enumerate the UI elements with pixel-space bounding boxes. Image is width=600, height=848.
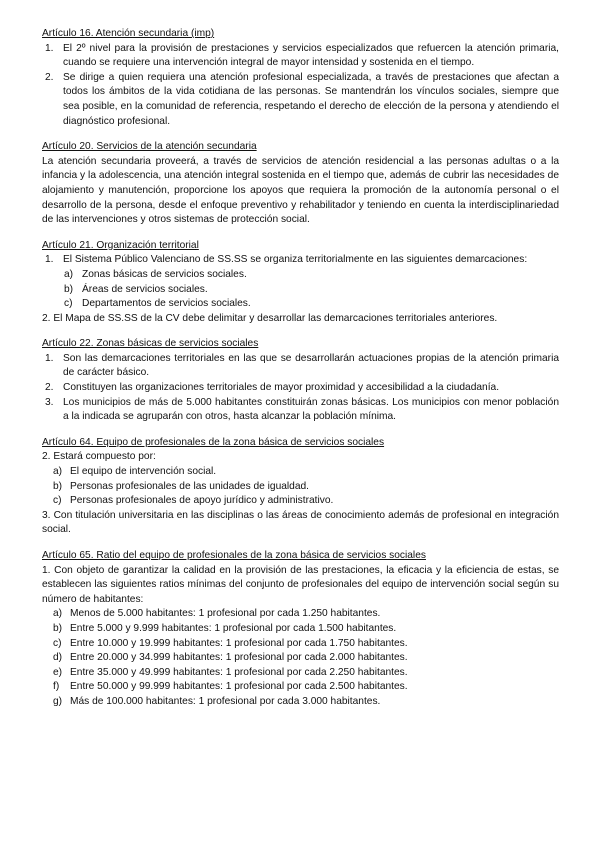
list-marker: 1. bbox=[45, 254, 54, 266]
list-item bbox=[42, 352, 559, 381]
article-20 bbox=[42, 140, 559, 228]
sublist-item bbox=[42, 666, 559, 681]
sublist-marker: g) bbox=[53, 695, 63, 707]
list-item bbox=[42, 253, 559, 268]
article-65-sublist bbox=[42, 607, 559, 709]
sublist-item-text: Zonas básicas de servicios sociales. bbox=[82, 268, 247, 280]
article-21-sublist bbox=[42, 268, 559, 312]
list-marker: 1. bbox=[45, 42, 54, 54]
sublist-item bbox=[42, 695, 559, 710]
list-item bbox=[42, 42, 559, 71]
sublist-item bbox=[42, 651, 559, 666]
article-21-item-2: 2. El Mapa de SS.SS de la CV debe delimitar y desarrollar las demarcaciones territoriales anteriores. bbox=[42, 312, 498, 324]
list-item-text: Constituyen las organizaciones territoriales de mayor proximidad y accesibilidad a la ciudadanía. bbox=[63, 382, 500, 394]
sublist-item bbox=[42, 283, 559, 298]
list-marker: 2. bbox=[45, 71, 54, 83]
article-64 bbox=[42, 436, 559, 538]
article-65 bbox=[42, 549, 559, 710]
sublist-item bbox=[42, 297, 559, 312]
sublist-item-text: Departamentos de servicios sociales. bbox=[82, 298, 251, 310]
sublist-marker: b) bbox=[53, 622, 63, 634]
sublist-item-text: Entre 10.000 y 19.999 habitantes: 1 profesional por cada 1.750 habitantes. bbox=[70, 637, 408, 649]
list-item-text: Se dirige a quien requiera una atención profesional especializada, a través de prestaciones que afectan a todos los ámbitos de la vida cotidiana de las personas. Se mantendrán los vínculos sociales, siempre que sea posible, en la comunidad de referencia, respetando el derecho de elección de la persona y atendiendo el diagnóstico profesional. bbox=[63, 71, 559, 127]
article-20-heading: Artículo 20. Servicios de la atención secundaria bbox=[42, 141, 257, 153]
sublist-item bbox=[42, 494, 559, 509]
article-21-list bbox=[42, 253, 559, 268]
sublist-item-text: Áreas de servicios sociales. bbox=[82, 283, 208, 295]
article-16-heading: Artículo 16. Atención secundaria (imp) bbox=[42, 28, 215, 39]
sublist-marker: a) bbox=[53, 466, 63, 478]
sublist-item bbox=[42, 480, 559, 495]
sublist-marker: a) bbox=[53, 608, 63, 620]
list-item-text: El 2º nivel para la provisión de prestaciones y servicios especializados que refuercen la atención primaria, cuando se requiere una intervención integral de mayor intensidad y sostenida en el tiempo. bbox=[63, 42, 559, 69]
article-16 bbox=[42, 27, 559, 129]
list-item bbox=[42, 381, 559, 396]
list-marker: 2. bbox=[45, 382, 54, 394]
sublist-marker: c) bbox=[53, 637, 62, 649]
article-16-list bbox=[42, 42, 559, 130]
article-21-heading: Artículo 21. Organización territorial bbox=[42, 239, 199, 251]
sublist-item bbox=[42, 622, 559, 637]
sublist-item bbox=[42, 637, 559, 652]
sublist-item bbox=[42, 680, 559, 695]
sublist-marker: d) bbox=[53, 652, 63, 664]
article-65-item-1: 1. Con objeto de garantizar la calidad en la provisión de las prestaciones, la eficacia y la eficiencia de estas, se establecen las siguientes ratios mínimas del conjunto de profesionales del equipo de intervención social según su número de habitantes: bbox=[42, 564, 559, 605]
sublist-marker: c) bbox=[53, 495, 62, 507]
list-marker: 1. bbox=[45, 352, 54, 364]
article-64-item-2: 2. Estará compuesto por: bbox=[42, 451, 156, 463]
sublist-item-text: Más de 100.000 habitantes: 1 profesional por cada 3.000 habitantes. bbox=[70, 695, 381, 707]
article-21 bbox=[42, 239, 559, 327]
sublist-item-text: Menos de 5.000 habitantes: 1 profesional por cada 1.250 habitantes. bbox=[70, 608, 381, 620]
sublist-marker: b) bbox=[53, 480, 63, 492]
sublist-marker: a) bbox=[64, 268, 74, 280]
sublist-item-text: Entre 50.000 y 99.999 habitantes: 1 profesional por cada 2.500 habitantes. bbox=[70, 681, 408, 693]
sublist-item bbox=[42, 607, 559, 622]
article-65-heading: Artículo 65. Ratio del equipo de profesionales de la zona básica de servicios sociales bbox=[42, 550, 426, 561]
article-64-heading: Artículo 64. Equipo de profesionales de la zona básica de servicios sociales bbox=[42, 436, 385, 448]
list-item-text: El Sistema Público Valenciano de SS.SS se organiza territorialmente en las siguientes demarcaciones: bbox=[63, 254, 528, 266]
sublist-marker: c) bbox=[64, 298, 73, 310]
list-marker: 3. bbox=[45, 396, 54, 408]
sublist-marker: f) bbox=[53, 681, 60, 693]
sublist-item-text: Personas profesionales de apoyo jurídico y administrativo. bbox=[70, 495, 334, 507]
sublist-item-text: Personas profesionales de las unidades de igualdad. bbox=[70, 480, 310, 492]
article-22-list bbox=[42, 352, 559, 425]
sublist-item-text: El equipo de intervención social. bbox=[70, 466, 217, 478]
article-20-paragraph: La atención secundaria proveerá, a través de servicios de atención residencial a las personas adultas o a la infancia y la adolescencia, una atención integral sostenida en el tiempo que, además de cubrir las necesidades de alojamiento y manutención, proporcione los apoyos que requiera la promoción de la autonomía personal o el desarrollo de la persona, desde el enfoque preventivo y rehabilitador y teniendo en cuenta la interdisciplinariedad de las intervenciones y otros sistemas de protección social. bbox=[42, 155, 559, 226]
list-item bbox=[42, 71, 559, 129]
list-item bbox=[42, 396, 559, 425]
sublist-item bbox=[42, 465, 559, 480]
sublist-item-text: Entre 35.000 y 49.999 habitantes: 1 profesional por cada 2.250 habitantes. bbox=[70, 666, 408, 678]
sublist-item bbox=[42, 268, 559, 283]
article-64-item-3: 3. Con titulación universitaria en las disciplinas o las áreas de conocimiento además de profesional en integración social. bbox=[42, 509, 559, 536]
list-item-text: Son las demarcaciones territoriales en las que se desarrollarán actuaciones propias de la atención primaria de carácter básico. bbox=[63, 352, 559, 379]
sublist-item-text: Entre 20.000 y 34.999 habitantes: 1 profesional por cada 2.000 habitantes. bbox=[70, 652, 408, 664]
sublist-marker: e) bbox=[53, 666, 63, 678]
sublist-item-text: Entre 5.000 y 9.999 habitantes: 1 profesional por cada 1.500 habitantes. bbox=[70, 622, 397, 634]
article-64-sublist bbox=[42, 465, 559, 509]
list-item-text: Los municipios de más de 5.000 habitantes constituirán zonas básicas. Los municipios con menor población a la indicada se agruparán con otros, hasta alcanzar la población mínima. bbox=[63, 396, 559, 423]
article-22-heading: Artículo 22. Zonas básicas de servicios sociales bbox=[42, 338, 259, 350]
article-22 bbox=[42, 337, 559, 425]
sublist-marker: b) bbox=[64, 283, 74, 295]
